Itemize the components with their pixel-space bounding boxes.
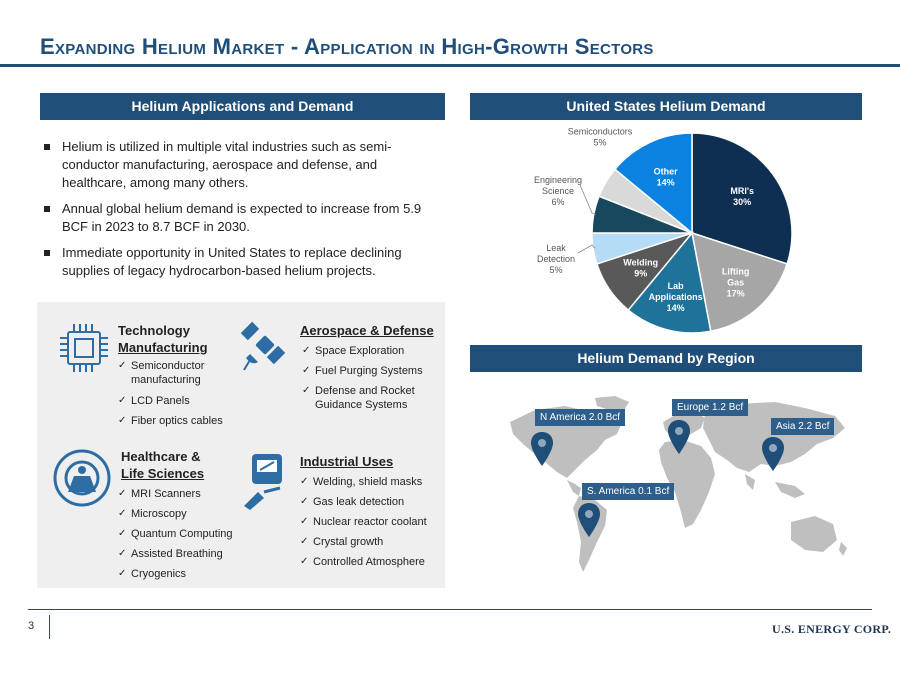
region-label-south-america: S. America 0.1 Bcf [582,483,674,500]
aero-category [300,322,445,412]
pie-data-label: Semiconductors 5% [567,126,633,148]
pie-leader-line [580,185,596,215]
pie-data-label: Lifting Gas 17% [721,266,750,299]
title-divider [0,64,900,67]
pie-data-label: MRI's 30% [730,186,754,208]
tech-category [118,322,238,431]
health-category [118,448,248,584]
map-pin-icon [578,503,600,537]
pie-data-label: Lab Applications 14% [648,280,703,313]
aero-item: ✓ Space Exploration [302,341,445,361]
page-number-divider [49,615,50,639]
satellite-icon [238,318,294,379]
applications-band: Helium Applications and Demand [40,93,445,120]
industrial-title: Industrial Uses [300,454,394,469]
tech-title-line1: Technology [118,323,190,338]
industrial-item: ✓ Welding, shield masks [300,472,445,492]
industrial-item: ✓ Controlled Atmosphere [300,552,445,572]
region-band: Helium Demand by Region [470,345,862,372]
page-number: 3 [28,620,35,632]
region-label-north-america: N America 2.0 Bcf [535,409,625,426]
map-pin-icon [531,432,553,466]
welding-icon [240,452,296,517]
pie-data-label: Leak Detection 5% [536,243,576,275]
industrial-category [300,453,445,572]
industrial-item: ✓ Nuclear reactor coolant [300,512,445,532]
bullet-list [40,138,440,288]
company-logo: U.S. ENERGY CORP. [772,622,892,636]
tech-title-line2: Manufacturing [118,340,208,355]
industrial-item: ✓ Gas leak detection [300,492,445,512]
health-item: ✓ Cryogenics [118,564,248,584]
footer-divider [28,609,872,610]
tech-item: ✓ Semiconductor manufacturing [118,359,238,387]
bullet-item: Annual global helium demand is expected to increase from 5.9 BCF in 2023 to 8.7 BCF in 2030. [40,200,440,236]
chip-icon [58,322,110,379]
mri-scanner-icon [52,448,112,513]
bullet-item: Helium is utilized in multiple vital industries such as semi-conductor manufacturing, aerospace and defense, and healthcare, among many others. [40,138,440,192]
map-pin-icon [668,420,690,454]
aero-item: ✓ Defense and Rocket Guidance Systems [302,384,445,412]
health-title-line1: Healthcare & [121,449,201,464]
map-pin-icon [762,437,784,471]
industrial-item: ✓ Crystal growth [300,532,445,552]
health-item: ✓ Quantum Computing [118,524,248,544]
us-demand-band: United States Helium Demand [470,93,862,120]
page-title: Expanding Helium Market - Application in High-Growth Sectors [40,34,654,59]
region-label-europe: Europe 1.2 Bcf [672,399,748,416]
pie-data-label: Engineering Science 6% [533,175,583,207]
aero-title: Aerospace & Defense [300,323,434,338]
pie-data-label: Other 14% [653,166,678,188]
aero-item: ✓ Fuel Purging Systems [302,361,445,381]
pie-data-label: Welding 9% [623,257,659,279]
health-item: ✓ MRI Scanners [118,484,248,504]
region-label-asia: Asia 2.2 Bcf [771,418,834,435]
bullet-item: Immediate opportunity in United States to replace declining supplies of legacy hydrocarbon-based helium projects. [40,244,440,280]
tech-item: ✓ LCD Panels [118,391,238,411]
tech-item: ✓ Fiber optics cables [118,411,238,431]
health-title-line2: Life Sciences [121,466,205,481]
health-item: ✓ Microscopy [118,504,248,524]
health-item: ✓ Assisted Breathing [118,544,248,564]
us-demand-pie-chart [520,125,810,340]
